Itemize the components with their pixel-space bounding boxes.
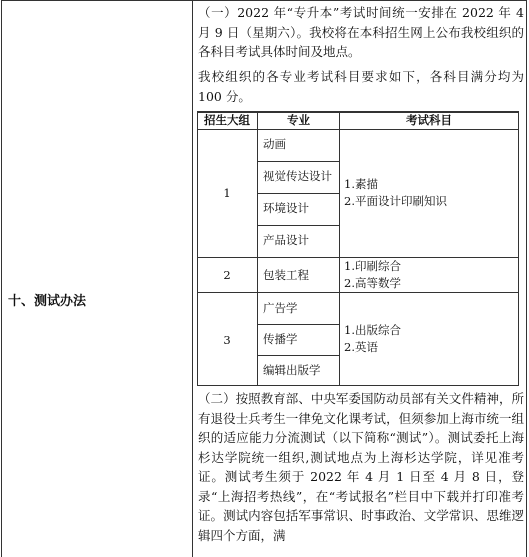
header-group: 招生大组 <box>204 113 250 127</box>
section-label: 十、测试办法 <box>8 294 87 309</box>
table-line-col1 <box>257 111 258 386</box>
header-major: 专业 <box>287 113 310 127</box>
major-name: 视觉传达设计 <box>263 169 332 183</box>
frame-border-left <box>1 0 2 557</box>
group-number: 2 <box>223 268 231 282</box>
exam-subject-table <box>197 111 519 386</box>
group-number: 1 <box>223 186 231 200</box>
major-name: 环境设计 <box>263 201 309 215</box>
table-line-g1-r2 <box>257 193 339 194</box>
paragraph-exam-time: （一）2022 年“专升本”考试时间统一安排在 2022 年 4 月 9 日（星期六）。我校将在本科招生网上公布我校组织的各科目考试具体时间及地点。 <box>198 5 524 59</box>
table-line-g1-r3 <box>257 225 339 226</box>
major-name: 传播学 <box>263 332 298 346</box>
major-name: 产品设计 <box>263 233 309 247</box>
major-name: 编辑出版学 <box>263 363 321 377</box>
table-line-right <box>518 111 519 386</box>
table-line-g1-r1 <box>257 161 339 162</box>
header-subjects: 考试科目 <box>406 113 452 127</box>
table-line-header <box>197 129 519 130</box>
paragraph-veteran-test: （二）按照教育部、中央军委国防动员部有关文件精神，所有退役士兵考生一律免文化课考试，但须参加上海市统一组织的适应能力分流测试（以下简称“测试”）。测试委托上海杉达学院统一组织,测试地点为上海杉达学院，详见准考证。测试考生须于 2022 年 4 月 1 日至 4 月 8 日，登录“上海招考热线”，在“考试报名”栏目中下载并打印准考证。测试内容包括军事常识、时事政治、文学常识、思维逻辑四个方面，满 <box>198 391 524 543</box>
subject-item: 1.素描 <box>344 177 378 191</box>
table-line-g2-end <box>197 292 519 293</box>
table-line-g3-r2 <box>257 355 339 356</box>
subject-item: 2.平面设计印刷知识 <box>344 194 447 208</box>
major-name: 动画 <box>263 137 286 151</box>
frame-border-right <box>526 0 527 557</box>
major-name: 广告学 <box>263 301 298 315</box>
frame-border-top <box>1 0 527 1</box>
paragraph-subject-requirements: 我校组织的各专业考试科目要求如下，各科目满分均为 100 分。 <box>198 69 524 104</box>
subject-item: 1.印刷综合 <box>344 259 401 273</box>
table-line-bottom <box>197 385 519 386</box>
subject-item: 2.英语 <box>344 340 378 354</box>
column-separator <box>192 0 193 557</box>
table-line-g3-r1 <box>257 324 339 325</box>
group-number: 3 <box>223 333 231 347</box>
table-line-col2 <box>339 111 340 386</box>
subject-item: 2.高等数学 <box>344 276 401 290</box>
subject-item: 1.出版综合 <box>344 323 401 337</box>
major-name: 包装工程 <box>263 268 309 282</box>
